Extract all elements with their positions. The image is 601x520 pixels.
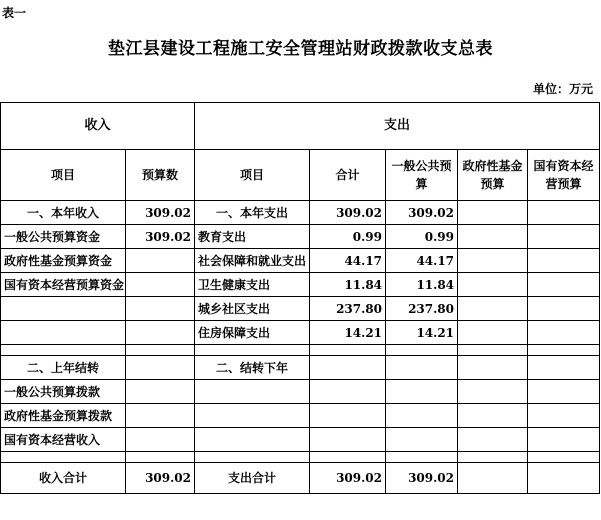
expenditure-fund [458, 356, 528, 380]
income-total-label: 收入合计 [1, 463, 126, 494]
table-row [1, 297, 600, 321]
expenditure-fund [458, 273, 528, 297]
expenditure-total: 309.02 [310, 201, 386, 225]
expenditure-state-capital [528, 225, 600, 249]
income-amount [126, 249, 195, 273]
expenditure-state-capital [528, 297, 600, 321]
expenditure-header: 支出 [195, 103, 600, 150]
income-amount [126, 297, 195, 321]
expenditure-total-label: 支出合计 [195, 463, 310, 494]
income-header: 收入 [1, 103, 195, 150]
expenditure-total: 237.80 [310, 297, 386, 321]
expenditure-item [195, 380, 310, 404]
income-amount [126, 404, 195, 428]
table-row [1, 225, 600, 249]
expenditure-item [195, 404, 310, 428]
expenditure-general: 14.21 [386, 321, 458, 345]
expenditure-general-total: 309.02 [386, 463, 458, 494]
expenditure-item-header: 项目 [195, 150, 310, 201]
expenditure-total: 44.17 [310, 249, 386, 273]
table-row [1, 380, 600, 404]
expenditure-state-capital [528, 321, 600, 345]
income-item [1, 297, 126, 321]
table-row [1, 428, 600, 452]
expenditure-state-capital [528, 428, 600, 452]
income-item-header: 项目 [1, 150, 126, 201]
expenditure-total: 11.84 [310, 273, 386, 297]
expenditure-state-capital-total [528, 463, 600, 494]
table-row [1, 273, 600, 297]
state-capital-budget-header: 国有资本经营预算 [528, 150, 600, 201]
income-item [1, 321, 126, 345]
income-amount: 309.02 [126, 201, 195, 225]
expenditure-general: 44.17 [386, 249, 458, 273]
unit-label: 单位：万元 [532, 82, 593, 96]
income-item: 一、本年收入 [1, 201, 126, 225]
expenditure-total-header: 合计 [310, 150, 386, 201]
expenditure-general [386, 428, 458, 452]
expenditure-fund [458, 380, 528, 404]
expenditure-fund [458, 201, 528, 225]
header-row-sub [1, 150, 600, 201]
income-item: 二、上年结转 [1, 356, 126, 380]
header-row-top [1, 103, 600, 150]
expenditure-fund [458, 321, 528, 345]
expenditure-general: 309.02 [386, 201, 458, 225]
expenditure-general: 237.80 [386, 297, 458, 321]
income-item: 一般公共预算资金 [1, 225, 126, 249]
expenditure-item: 城乡社区支出 [195, 297, 310, 321]
table-row [1, 249, 600, 273]
expenditure-general: 11.84 [386, 273, 458, 297]
general-budget-header: 一般公共预算 [386, 150, 458, 201]
fund-budget-header: 政府性基金预算 [458, 150, 528, 201]
expenditure-general [386, 404, 458, 428]
income-budget-header: 预算数 [126, 150, 195, 201]
expenditure-item: 社会保障和就业支出 [195, 249, 310, 273]
table-row [1, 356, 600, 380]
blank-row [1, 452, 600, 463]
expenditure-item: 卫生健康支出 [195, 273, 310, 297]
income-amount: 309.02 [126, 225, 195, 249]
blank-row [1, 345, 600, 356]
expenditure-fund-total [458, 463, 528, 494]
income-amount [126, 273, 195, 297]
income-item: 国有资本经营收入 [1, 428, 126, 452]
expenditure-item: 二、结转下年 [195, 356, 310, 380]
expenditure-fund [458, 249, 528, 273]
income-amount [126, 356, 195, 380]
income-item: 一般公共预算拨款 [1, 380, 126, 404]
table-row [1, 404, 600, 428]
expenditure-fund [458, 297, 528, 321]
table-row [1, 201, 600, 225]
expenditure-item: 教育支出 [195, 225, 310, 249]
expenditure-state-capital [528, 273, 600, 297]
expenditure-total [310, 428, 386, 452]
page-title: 垫江县建设工程施工安全管理站财政拨款收支总表 [108, 39, 493, 59]
expenditure-total [310, 380, 386, 404]
expenditure-total [310, 356, 386, 380]
expenditure-total: 14.21 [310, 321, 386, 345]
expenditure-general [386, 356, 458, 380]
expenditure-item [195, 428, 310, 452]
expenditure-state-capital [528, 404, 600, 428]
table-row [1, 321, 600, 345]
expenditure-fund [458, 404, 528, 428]
income-amount [126, 428, 195, 452]
expenditure-item: 一、本年支出 [195, 201, 310, 225]
total-row [1, 463, 600, 494]
table-number-label: 表一 [2, 6, 27, 20]
expenditure-state-capital [528, 201, 600, 225]
income-amount [126, 380, 195, 404]
expenditure-item: 住房保障支出 [195, 321, 310, 345]
income-item: 政府性基金预算拨款 [1, 404, 126, 428]
income-total-amount: 309.02 [126, 463, 195, 494]
expenditure-total [310, 404, 386, 428]
expenditure-state-capital [528, 249, 600, 273]
expenditure-grand-total: 309.02 [310, 463, 386, 494]
budget-summary-table [0, 102, 600, 494]
expenditure-total: 0.99 [310, 225, 386, 249]
expenditure-state-capital [528, 356, 600, 380]
income-amount [126, 321, 195, 345]
expenditure-general [386, 380, 458, 404]
expenditure-fund [458, 428, 528, 452]
expenditure-fund [458, 225, 528, 249]
expenditure-state-capital [528, 380, 600, 404]
income-item: 政府性基金预算资金 [1, 249, 126, 273]
expenditure-general: 0.99 [386, 225, 458, 249]
income-item: 国有资本经营预算资金 [1, 273, 126, 297]
